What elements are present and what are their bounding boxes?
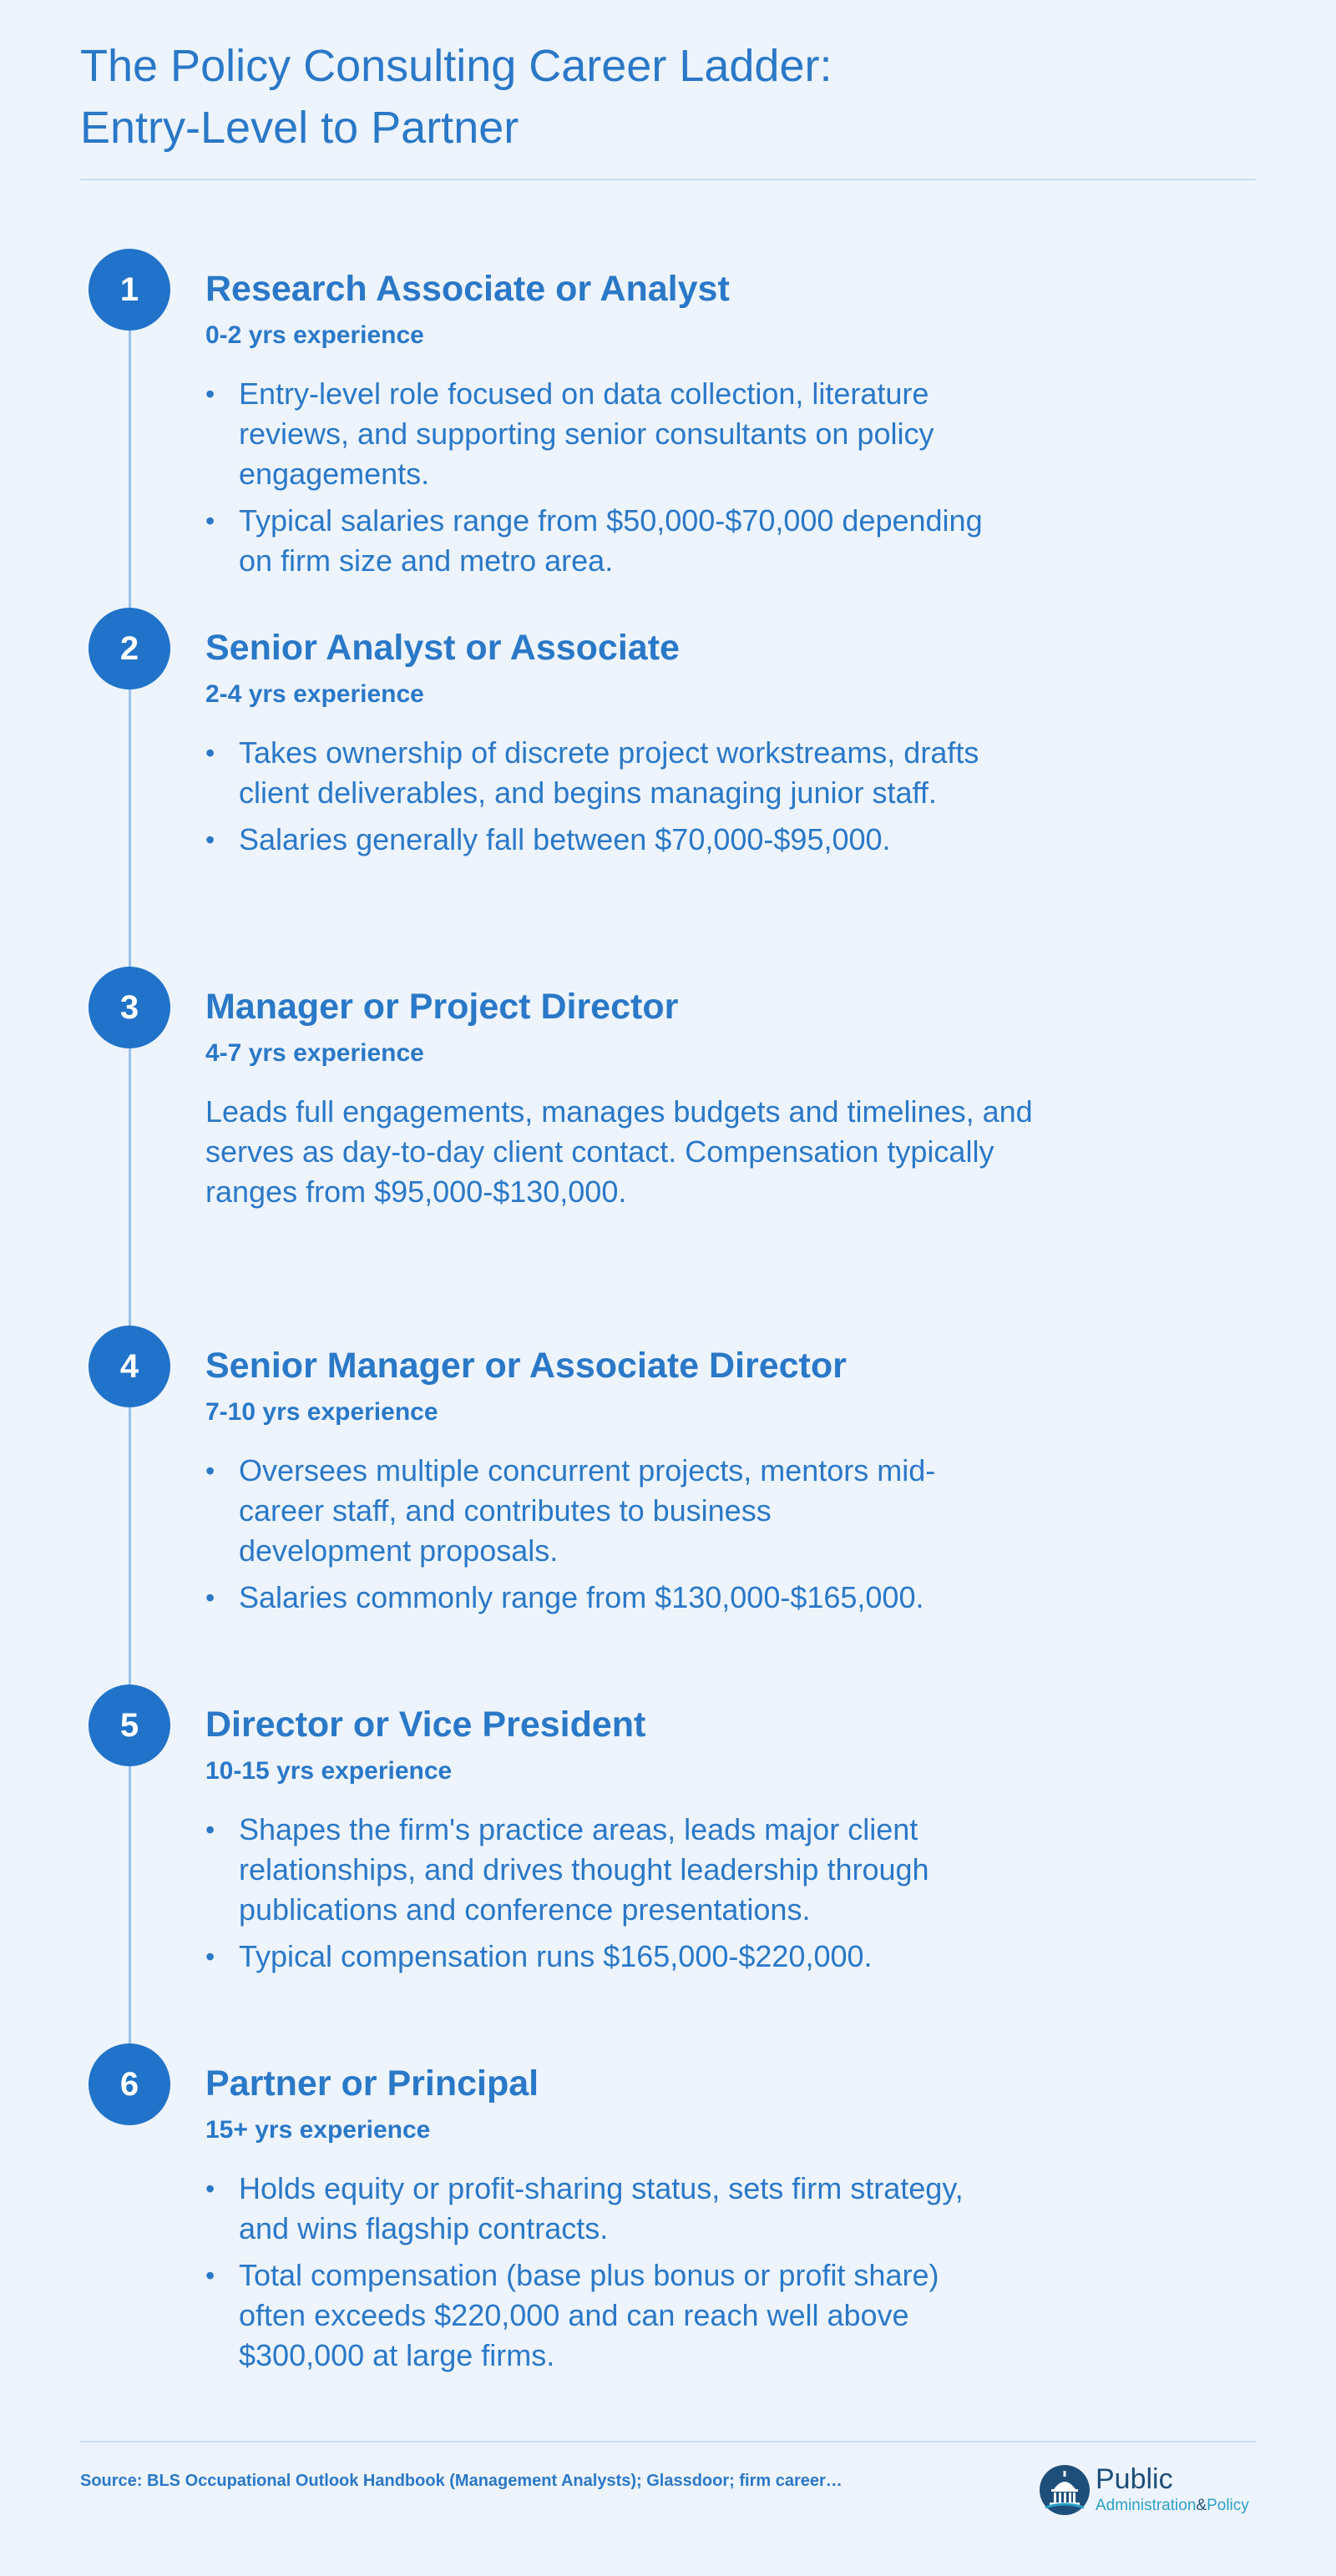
step-bullet-list bbox=[205, 733, 1024, 860]
step-description: Leads full engagements, manages budgets and timelines, and serves as day-to-day client contact. Compensation typically ranges from $95,000-$130,000. bbox=[205, 1094, 1033, 1209]
step-bullet: • Shapes the firm's practice areas, leads major client relationships, and drives thought leadership through publications and conference presentations. bbox=[205, 1810, 999, 1930]
step-title: Research Associate or Analyst bbox=[205, 269, 730, 309]
step-number-badge: 5 bbox=[89, 1685, 170, 1766]
step-content bbox=[205, 1700, 1124, 1983]
step-number-badge: 6 bbox=[89, 2043, 170, 2125]
logo-subtitle bbox=[1096, 2496, 1249, 2516]
step-bullet: • Entry-level role focused on data collection, literature reviews, and supporting senior consultants on policy engagements. bbox=[205, 374, 1024, 494]
step-bullet: • Total compensation (base plus bonus or profit share) often exceeds $220,000 and can reach well above $300,000 at large firms. bbox=[205, 2255, 990, 2376]
brand-logo bbox=[1039, 2462, 1264, 2521]
step-number-badge: 4 bbox=[89, 1326, 170, 1407]
step-bullet: • Holds equity or profit-sharing status, sets firm strategy, and wins flagship contracts. bbox=[205, 2169, 990, 2249]
source-note: Source: BLS Occupational Outlook Handbook (Management Analysts); Glassdoor; firm career… bbox=[80, 2472, 843, 2490]
step-bullet-list bbox=[205, 1451, 940, 1618]
capitol-dome-icon bbox=[1039, 2464, 1091, 2516]
step-content bbox=[205, 982, 1124, 1212]
step-title: Senior Manager or Associate Director bbox=[205, 1346, 847, 1386]
step-bullet: • Takes ownership of discrete project workstreams, drafts client deliverables, and begins managing junior staff. bbox=[205, 733, 1024, 813]
page-title bbox=[80, 35, 832, 159]
step-bullet: • Typical compensation runs $165,000-$220,000. bbox=[205, 1937, 999, 1977]
step-experience: 2-4 yrs experience bbox=[205, 680, 424, 708]
step-experience: 4-7 yrs experience bbox=[205, 1039, 424, 1067]
step-bullet-list bbox=[205, 2169, 990, 2376]
step-experience: 15+ yrs experience bbox=[205, 2116, 431, 2144]
step-bullet-list bbox=[205, 1810, 999, 1977]
step-content bbox=[205, 264, 1124, 588]
timeline-line bbox=[129, 292, 131, 2078]
step-bullet: • Salaries commonly range from $130,000-$165,000. bbox=[205, 1578, 940, 1618]
step-number-badge: 2 bbox=[89, 608, 170, 689]
step-content bbox=[205, 2058, 1124, 2382]
logo-wordmark: Public bbox=[1096, 2463, 1173, 2495]
footer-divider bbox=[80, 2441, 1256, 2442]
step-content bbox=[205, 1341, 1124, 1624]
step-experience: 0-2 yrs experience bbox=[205, 321, 424, 349]
step-title: Manager or Project Director bbox=[205, 987, 679, 1027]
page-title-line-2: Entry-Level to Partner bbox=[80, 103, 519, 153]
step-number-badge: 3 bbox=[89, 967, 170, 1048]
step-content bbox=[205, 623, 1124, 866]
step-title: Director or Vice President bbox=[205, 1705, 646, 1745]
logo-subtitle-b: Policy bbox=[1207, 2497, 1249, 2514]
step-title: Senior Analyst or Associate bbox=[205, 628, 680, 668]
logo-subtitle-a: Administration bbox=[1096, 2497, 1197, 2514]
step-bullet: • Typical salaries range from $50,000-$70,000 depending on firm size and metro area. bbox=[205, 501, 1024, 581]
step-bullet: • Salaries generally fall between $70,000-$95,000. bbox=[205, 820, 1024, 860]
page-title-line-1: The Policy Consulting Career Ladder: bbox=[80, 41, 832, 91]
step-experience: 7-10 yrs experience bbox=[205, 1398, 438, 1426]
header-divider bbox=[80, 179, 1256, 180]
step-number-badge: 1 bbox=[89, 249, 170, 331]
step-title: Partner or Principal bbox=[205, 2063, 539, 2104]
step-bullet: • Oversees multiple concurrent projects, mentors mid-career staff, and contributes to business development proposals. bbox=[205, 1451, 940, 1571]
step-experience: 10-15 yrs experience bbox=[205, 1757, 453, 1785]
logo-subtitle-amp: & bbox=[1196, 2497, 1207, 2514]
step-bullet-list bbox=[205, 374, 1024, 581]
